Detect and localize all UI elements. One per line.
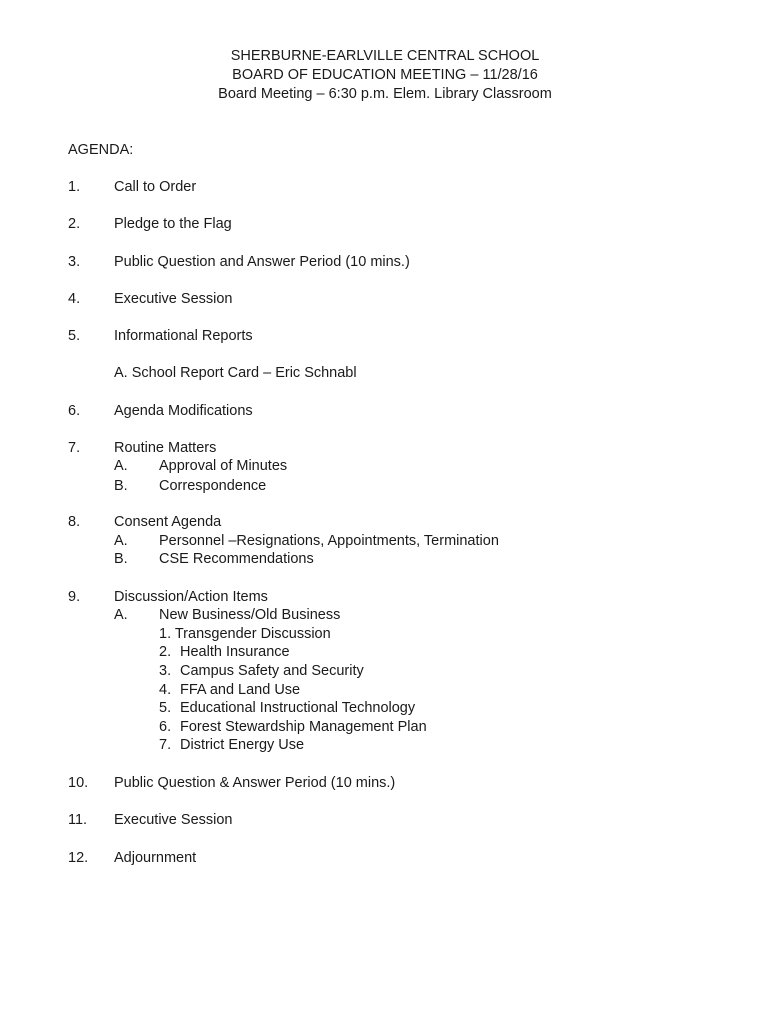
agenda-item-title: Agenda Modifications — [114, 403, 253, 419]
agenda-item-title: Adjournment — [114, 850, 197, 866]
sub-sub-item-text: Health Insurance — [180, 644, 290, 660]
agenda-item-number: 10. — [68, 775, 89, 791]
sub-item-text: New Business/Old Business — [159, 607, 341, 623]
agenda-item-number: 5. — [68, 328, 81, 344]
agenda-item-number: 9. — [68, 589, 81, 605]
agenda-item-title: Call to Order — [114, 179, 197, 195]
sub-sub-item-text: 1. Transgender Discussion — [159, 626, 331, 642]
sub-item-letter: A. — [114, 458, 128, 474]
agenda-item-number: 3. — [68, 254, 81, 270]
sub-sub-item-text: District Energy Use — [180, 737, 305, 753]
agenda-item-title: Discussion/Action Items — [114, 589, 268, 605]
sub-sub-item-text: Campus Safety and Security — [180, 663, 364, 679]
sub-item-letter: B. — [114, 478, 128, 494]
sub-sub-item-text: Educational Instructional Technology — [180, 700, 416, 716]
agenda-item-title: Executive Session — [114, 291, 233, 307]
agenda-item-title: Pledge to the Flag — [114, 216, 232, 232]
sub-sub-item-number: 6. — [159, 719, 172, 735]
agenda-item-title: Consent Agenda — [114, 514, 222, 530]
sub-sub-item-text: FFA and Land Use — [180, 682, 301, 698]
sub-item-text: CSE Recommendations — [159, 551, 314, 567]
agenda-item-number: 6. — [68, 403, 81, 419]
meeting-time-location: Board Meeting – 6:30 p.m. Elem. Library Classroom — [218, 86, 552, 102]
agenda-item-title: Public Question & Answer Period (10 mins.) — [114, 775, 396, 791]
agenda-item-title: Executive Session — [114, 812, 233, 828]
agenda-item-number: 12. — [68, 850, 89, 866]
agenda-item-number: 7. — [68, 440, 81, 456]
sub-sub-item-number: 3. — [159, 663, 172, 679]
sub-item-letter: A. — [114, 607, 128, 623]
school-name: SHERBURNE-EARLVILLE CENTRAL SCHOOL — [230, 48, 540, 64]
agenda-item-number: 1. — [68, 179, 81, 195]
sub-item-text: Personnel –Resignations, Appointments, Termination — [159, 533, 499, 549]
agenda-item-number: 8. — [68, 514, 81, 530]
sub-item-text: Correspondence — [159, 478, 267, 494]
sub-sub-item-number: 7. — [159, 737, 172, 753]
agenda-item-title: Public Question and Answer Period (10 mins.) — [114, 254, 410, 270]
sub-sub-item-text: Forest Stewardship Management Plan — [180, 719, 427, 735]
sub-item-letter: B. — [114, 551, 128, 567]
sub-sub-item-number: 2. — [159, 644, 172, 660]
agenda-item-number: 4. — [68, 291, 81, 307]
sub-sub-item-number: 4. — [159, 682, 172, 698]
agenda-label: AGENDA: — [68, 142, 134, 158]
sub-item-letter: A. — [114, 533, 128, 549]
document-header — [0, 47, 770, 104]
sub-sub-item-number: 5. — [159, 700, 172, 716]
meeting-title: BOARD OF EDUCATION MEETING – 11/28/16 — [232, 67, 538, 83]
sub-item-text: Approval of Minutes — [159, 458, 288, 474]
agenda-item-number: 11. — [68, 812, 88, 828]
agenda-item-title: Informational Reports — [114, 328, 253, 344]
agenda-item-note: A. School Report Card – Eric Schnabl — [114, 365, 357, 381]
agenda-item-title: Routine Matters — [114, 440, 217, 456]
agenda-item-number: 2. — [68, 216, 81, 232]
